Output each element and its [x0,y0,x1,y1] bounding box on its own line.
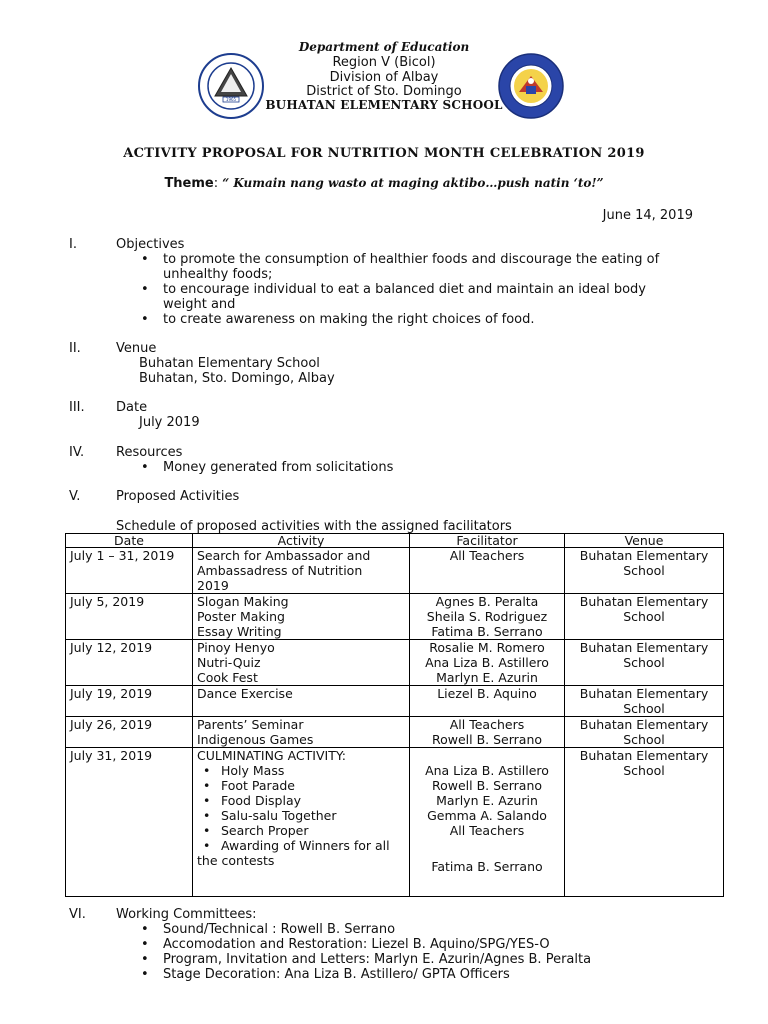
culminating-item: • Search Proper [197,823,405,838]
region-line: Region V (Bicol) [332,55,436,70]
culminating-item-continued: the contests [197,853,275,868]
row-facilitator: Ana Liza B. Astillero Rowell B. Serrano Marlyn E. Azurin Gemma A. Salando All Teachers Fatima B. Serrano [410,748,565,897]
table-row [66,748,724,897]
culminating-item: • Holy Mass [197,763,405,778]
row-activity: Search for Ambassador and Ambassadress of Nutrition 2019 [193,548,410,594]
theme-line [0,176,768,191]
row-facilitator: Agnes B. Peralta Sheila S. Rodriguez Fatima B. Serrano [410,594,565,640]
culminating-item: • Salu-salu Together [197,808,405,823]
committee-item: • Accomodation and Restoration: Liezel B. Aquino/SPG/YES-O [139,937,591,952]
table-header-row [66,534,724,548]
row-date: July 12, 2019 [66,640,193,686]
section-number-date: III. [69,400,85,415]
row-venue: Buhatan Elementary School [565,717,724,748]
division-line: Division of Albay [329,70,439,85]
section-title-resources: Resources [116,445,183,460]
table-row [66,717,724,748]
objective-item: • to create awareness on making the right choices of food. [141,312,535,327]
culminating-item: • Foot Parade [197,778,405,793]
row-facilitator: All Teachers [410,548,565,594]
schedule-caption: Schedule of proposed activities with the assigned facilitators [116,519,512,534]
culminating-item: • Food Display [197,793,405,808]
committees-list [139,922,591,982]
venue-line-2: Buhatan, Sto. Domingo, Albay [139,371,335,386]
culminating-title: CULMINATING ACTIVITY: [197,748,347,763]
row-venue: Buhatan Elementary School [565,548,724,594]
row-facilitator: Rosalie M. Romero Ana Liza B. Astillero Marlyn E. Azurin [410,640,565,686]
row-venue: Buhatan Elementary School [565,640,724,686]
row-venue: Buhatan Elementary School [565,594,724,640]
row-venue: Buhatan Elementary School [565,748,724,897]
row-activity: Parents’ Seminar Indigenous Games [193,717,410,748]
row-date: July 26, 2019 [66,717,193,748]
row-date: July 31, 2019 [66,748,193,897]
objective-item-continued: unhealthy foods; [163,267,273,282]
row-venue: Buhatan Elementary School [565,686,724,717]
date-value: July 2019 [139,415,200,430]
section-title-proposed: Proposed Activities [116,489,240,504]
department-heading: Department of Education [298,40,470,54]
table-row [66,594,724,640]
section-number-committees: VI. [69,907,86,922]
section-title-objectives: Objectives [116,237,185,252]
theme-colon: : [213,176,219,191]
section-title-date: Date [116,400,148,415]
section-number-objectives: I. [69,237,77,252]
proposal-title: ACTIVITY PROPOSAL FOR NUTRITION MONTH CELEBRATION 2019 [123,146,645,161]
row-activity: Slogan Making Poster Making Essay Writing [193,594,410,640]
row-date: July 1 – 31, 2019 [66,548,193,594]
svg-text:1965: 1965 [225,97,237,102]
section-number-venue: II. [69,341,81,356]
section-title-committees: Working Committees: [116,907,257,922]
committee-item: • Stage Decoration: Ana Liza B. Astillero/ GPTA Officers [139,967,591,982]
objectives-list [139,252,739,327]
committee-item: • Program, Invitation and Letters: Marlyn E. Azurin/Agnes B. Peralta [139,952,591,967]
venue-line-1: Buhatan Elementary School [139,356,320,371]
theme-label: Theme [164,176,214,191]
row-date: July 19, 2019 [66,686,193,717]
row-activity: Dance Exercise [193,686,410,717]
section-title-venue: Venue [116,341,157,356]
table-row [66,548,724,594]
row-activity: Pinoy Henyo Nutri-Quiz Cook Fest [193,640,410,686]
committee-item: • Sound/Technical : Rowell B. Serrano [139,922,591,937]
row-facilitator: Liezel B. Aquino [410,686,565,717]
row-facilitator: All Teachers Rowell B. Serrano [410,717,565,748]
table-row [66,640,724,686]
header-activity: Activity [193,534,410,548]
resources-item: • Money generated from solicitations [141,460,394,475]
schedule-table [65,533,724,897]
objective-item: • to encourage individual to eat a balanced diet and maintain an ideal body [141,282,646,297]
theme-quote: “ Kumain nang wasto at maging aktibo…push natin ‘to!” [222,176,604,190]
header-facilitator: Facilitator [410,534,565,548]
document-date: June 14, 2019 [602,208,693,223]
row-activity [193,748,410,897]
district-line: District of Sto. Domingo [306,84,462,99]
section-number-resources: IV. [69,445,85,460]
school-name: BUHATAN ELEMENTARY SCHOOL [265,98,503,112]
objective-item: • to promote the consumption of healthier foods and discourage the eating of [141,252,660,267]
objective-item-continued: weight and [163,297,236,312]
header-date: Date [66,534,193,548]
culminating-item: • Awarding of Winners for all [197,838,405,853]
row-date: July 5, 2019 [66,594,193,640]
section-number-proposed: V. [69,489,81,504]
table-row [66,686,724,717]
header-venue: Venue [565,534,724,548]
